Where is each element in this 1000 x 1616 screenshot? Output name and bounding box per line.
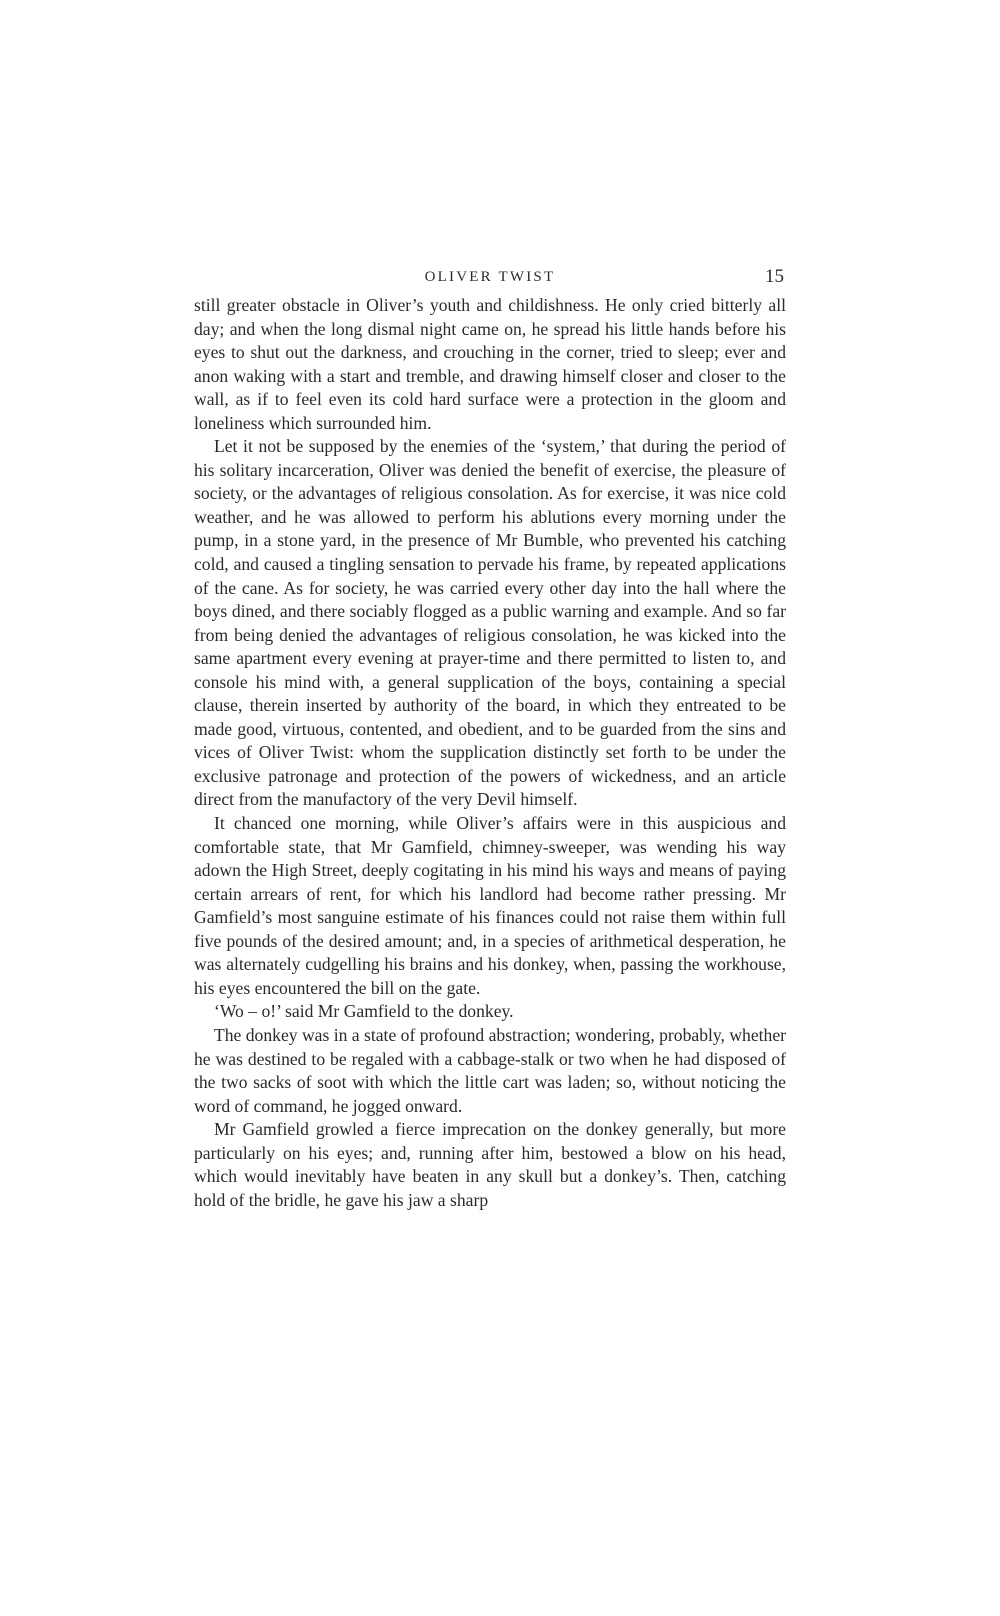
page-number: 15	[765, 266, 784, 287]
paragraph: still greater obstacle in Oliver’s youth and childishness. He only cried bitterly all day; and when the long dismal night came on, he spread his little hands before his eyes to shut out the darkness, and crouching in the corner, tried to sleep; ever and anon waking with a start and tremble, and drawing himself closer and closer to the wall, as if to feel even its cold hard surface were a protection in the gloom and loneliness which surrounded him.	[194, 295, 786, 433]
paragraph: The donkey was in a state of profound abstraction; wondering, probably, whether he was destined to be regaled with a cabbage-stalk or two when he had disposed of the two sacks of soot with which the little cart was laden; so, without noticing the word of command, he jogged onward.	[194, 1024, 786, 1116]
book-page	[194, 266, 786, 1212]
running-head	[194, 266, 786, 290]
paragraph: ‘Wo – o!’ said Mr Gamfield to the donkey.	[214, 1001, 514, 1022]
running-title: OLIVER TWIST	[424, 269, 556, 285]
paragraph: Mr Gamfield growled a fierce imprecation on the donkey generally, but more particularly on his eyes; and, running after him, bestowed a blow on his head, which would inevitably have beaten in any skull but a donkey’s. Then, catching hold of the bridle, he gave his jaw a sharp	[194, 1119, 786, 1210]
paragraph: Let it not be supposed by the enemies of the ‘system,’ that during the period of his solitary incarceration, Oliver was denied the benefit of exercise, the pleasure of society, or the advantages of religious consolation. As for exercise, it was nice cold weather, and he was allowed to perform his ablutions every morning under the pump, in a stone yard, in the presence of Mr Bumble, who prevented his catching cold, and caused a tingling sensation to pervade his frame, by repeated applications of the cane. As for society, he was carried every other day into the hall where the boys dined, and there sociably flogged as a public warning and example. And so far from being denied the advantages of religious consolation, he was kicked into the same apartment every evening at prayer-time and there permitted to listen to, and console his mind with, a general supplication of the boys, containing a special clause, therein inserted by authority of the board, in which they entreated to be made good, virtuous, contented, and obedient, and to be guarded from the sins and vices of Oliver Twist: whom the supplication distinctly set forth to be under the exclusive patronage and protection of the powers of wickedness, and an article direct from the manufactory of the very Devil himself.	[194, 436, 786, 810]
body-text	[194, 294, 786, 1212]
paragraph: It chanced one morning, while Oliver’s affairs were in this auspicious and comfortable state, that Mr Gamfield, chimney-sweeper, was wending his way adown the High Street, deeply cogitating in his mind his ways and means of paying certain arrears of rent, for which his landlord had become rather pressing. Mr Gamfield’s most sanguine estimate of his finances could not raise them within full five pounds of the desired amount; and, in a species of arithmetical desperation, he was alternately cudgelling his brains and his donkey, when, passing the workhouse, his eyes encountered the bill on the gate.	[194, 813, 786, 998]
